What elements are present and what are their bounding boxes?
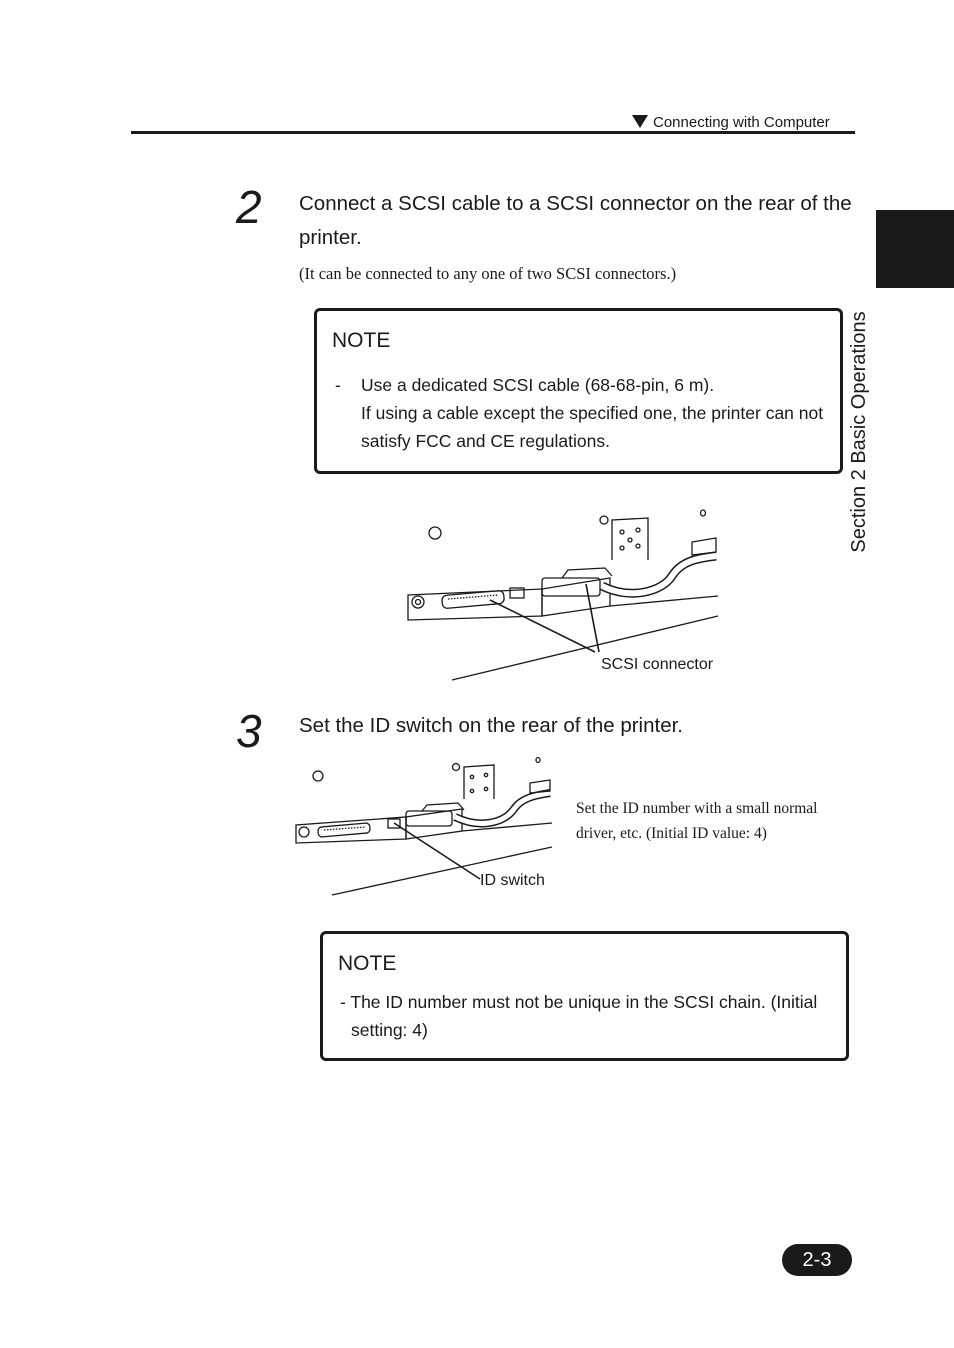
rear-panel-plate xyxy=(296,817,406,843)
panel-screw-hole xyxy=(313,771,323,781)
page-number: 2-3 xyxy=(782,1244,852,1276)
panel-thumb-screw xyxy=(416,600,421,605)
step-2-title: Connect a SCSI cable to a SCSI connector on the rear of the printer. xyxy=(299,192,852,249)
step-3-number: 3 xyxy=(236,705,262,757)
bracket-plate xyxy=(464,765,494,799)
step-2-subtitle: (It can be connected to any one of two SCSI connectors.) xyxy=(299,264,677,283)
triangle-down-icon xyxy=(632,115,648,128)
note-1-text xyxy=(361,371,841,455)
section-side-label: Section 2 Basic Operations xyxy=(848,311,870,553)
callout-line xyxy=(394,823,480,879)
header-rule xyxy=(131,131,855,134)
panel-slot xyxy=(692,538,716,555)
bracket-plate xyxy=(612,518,648,560)
section-tab-marker xyxy=(876,210,954,288)
panel-screw-hole xyxy=(429,527,441,539)
callout-line xyxy=(586,584,599,652)
step-2-number: 2 xyxy=(236,181,262,233)
panel-screw-hole xyxy=(453,764,460,771)
panel-thumb-screw xyxy=(412,596,424,608)
scsi-connector-1 xyxy=(318,823,371,837)
note-2-text: - The ID number must not be unique in the SCSI chain. (Initial setting: 4) xyxy=(340,992,818,1040)
panel-screw-hole xyxy=(600,516,608,524)
panel-screw-hole xyxy=(701,510,706,516)
rear-panel-plate xyxy=(406,809,462,839)
note-1-bullet: - xyxy=(335,375,341,395)
note-1-line-2: If using a cable except the specified one, the printer can not satisfy FCC and CE regulations. xyxy=(361,403,824,451)
scsi-connector-label: SCSI connector xyxy=(601,656,714,673)
note-2-title: NOTE xyxy=(338,952,397,975)
running-header xyxy=(632,114,830,131)
note-box-1 xyxy=(314,308,843,474)
plug-housing xyxy=(562,568,612,578)
note-box-2 xyxy=(320,931,849,1061)
running-header-text: Connecting with Computer xyxy=(653,114,830,131)
note-1-line-1: Use a dedicated SCSI cable (68-68-pin, 6 m). xyxy=(361,375,715,395)
id-switch-caption: Set the ID number with a small normal driver, etc. (Initial ID value: 4) xyxy=(576,800,818,842)
scsi-connector-pins xyxy=(448,595,498,599)
panel-screw-hole xyxy=(536,758,540,763)
note-1-title: NOTE xyxy=(332,329,391,352)
step-3-title: Set the ID switch on the rear of the printer. xyxy=(299,714,684,737)
id-switch-label: ID switch xyxy=(480,872,545,889)
